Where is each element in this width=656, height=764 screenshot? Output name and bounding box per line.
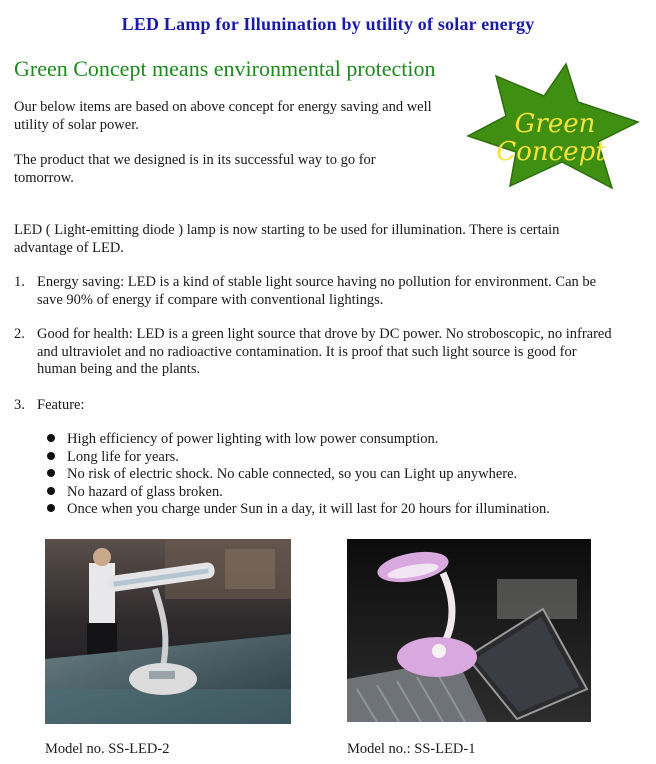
list-item-good-for-health: Good for health: LED is a green light source that drove by DC power. No stroboscopic, no infrared and ultraviolet and no radioactive contamination. It is proof that such light source is good for human being and the plants.	[37, 326, 612, 377]
product-photo-ss-led-1	[347, 539, 591, 722]
bullet-icon	[47, 452, 55, 460]
green-concept-logo	[466, 62, 644, 192]
list-number-1: 1.	[14, 274, 25, 290]
list-number-3: 3.	[14, 397, 25, 413]
section-heading: Green Concept means environmental protection	[14, 56, 436, 81]
feature-bullet: No risk of electric shock. No cable connected, so you can Light up anywhere.	[47, 466, 517, 484]
bullet-icon	[47, 469, 55, 477]
logo-text-green: Green	[514, 109, 596, 139]
feature-bullet: High efficiency of power lighting with low power consumption.	[47, 431, 438, 449]
logo-text-concept: Concept	[496, 137, 606, 167]
intro-paragraph-1: Our below items are based on above concept for energy saving and well utility of solar power.	[14, 99, 432, 133]
intro-paragraph-2: The product that we designed is in its successful way to go for tomorrow.	[14, 152, 376, 186]
caption-ss-led-2: Model no. SS-LED-2	[45, 741, 170, 757]
feature-bullet: No hazard of glass broken.	[47, 484, 223, 502]
led-intro-paragraph: LED ( Light-emitting diode ) lamp is now starting to be used for illumination. There is certain advantage of LED.	[14, 222, 560, 256]
product-photo-ss-led-2	[45, 539, 291, 724]
bullet-icon	[47, 434, 55, 442]
feature-bullet: Long life for years.	[47, 449, 179, 467]
caption-ss-led-1: Model no.: SS-LED-1	[347, 741, 476, 757]
bullet-icon	[47, 504, 55, 512]
bullet-icon	[47, 487, 55, 495]
list-number-2: 2.	[14, 326, 25, 342]
list-item-feature: Feature:	[37, 397, 85, 413]
list-item-energy-saving: Energy saving: LED is a kind of stable light source having no pollution for environment. Can be save 90% of energy if compare with conventional lightings.	[37, 274, 597, 308]
page-title: LED Lamp for Illunination by utility of solar energy	[121, 14, 535, 34]
feature-bullet: Once when you charge under Sun in a day, it will last for 20 hours for illumination.	[47, 501, 550, 519]
